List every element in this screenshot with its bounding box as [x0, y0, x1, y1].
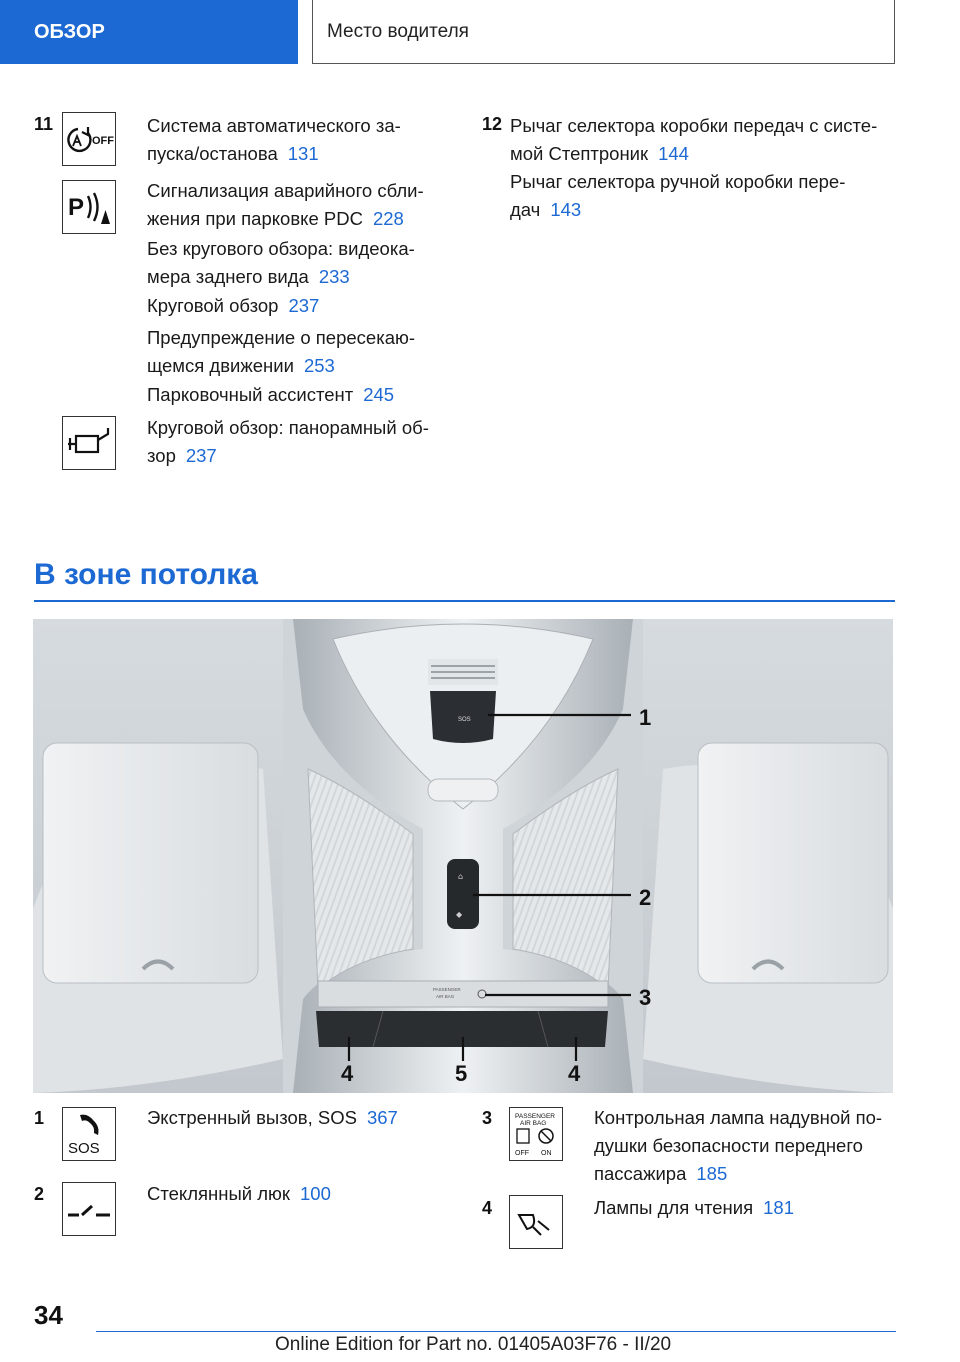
airbag-icon-line-1: PASSENGER — [515, 1113, 555, 1120]
item-11-parking-assistant: Парковочный ассистент 245 — [147, 384, 395, 405]
svg-text:◆: ◆ — [456, 910, 463, 919]
page-ref-link[interactable]: 185 — [696, 1163, 728, 1184]
passenger-airbag-icon — [509, 1107, 563, 1161]
auto-start-stop-off-icon — [62, 112, 116, 166]
page-ref-link[interactable]: 233 — [318, 266, 350, 287]
section-heading: В зоне потолка — [34, 558, 258, 591]
sunroof-icon — [62, 1182, 116, 1236]
legend-number-2: 2 — [34, 1184, 45, 1204]
callout-3: 3 — [639, 985, 652, 1010]
panorama-camera-icon — [62, 416, 116, 470]
legend-item-reading-lamps: Лампы для чтения 181 — [594, 1197, 794, 1218]
item-11-cross-traffic: Предупреждение о пересекаю- щемся движении 253 — [147, 327, 416, 376]
page-ref-link[interactable]: 100 — [300, 1183, 331, 1204]
footer-rule — [96, 1331, 896, 1332]
section-tab-label: ОБЗОР — [34, 20, 105, 43]
section-tab[interactable] — [0, 0, 298, 64]
callout-5: 5 — [455, 1061, 468, 1086]
item-11-rear-camera: Без кругового обзора: видеока- мера заднего вида 233 — [147, 238, 415, 287]
passenger-airbag-indicator-text-2: AIR BAG — [436, 994, 455, 999]
callout-1: 1 — [639, 705, 652, 730]
callout-4-left: 4 — [341, 1061, 354, 1086]
item-12-manual: Рычаг селектора ручной коробки пере- дач 143 — [510, 171, 846, 220]
item-11-start-stop: Система автоматического за- пуска/останова 131 — [147, 115, 401, 164]
item-11-panorama: Круговой обзор: панорамный об- зор 237 — [147, 417, 429, 466]
svg-text:⌂: ⌂ — [458, 872, 464, 881]
page-ref-link[interactable]: 253 — [303, 355, 335, 376]
page-ref-link[interactable]: 228 — [372, 208, 404, 229]
airbag-icon-line-2: AIR BAG — [520, 1120, 547, 1127]
item-number-12: 12 — [482, 114, 503, 134]
airbag-icon-on: ON — [541, 1150, 552, 1157]
page-ref-link[interactable]: 143 — [550, 199, 582, 220]
item-11-surround-view: Круговой обзор 237 — [147, 295, 320, 316]
sos-button-label: SOS — [458, 717, 471, 723]
page-ref-link[interactable]: 237 — [185, 445, 217, 466]
sos-call-icon — [62, 1107, 116, 1161]
legend-item-sos: Экстренный вызов, SOS 367 — [147, 1107, 398, 1128]
legend-item-airbag: Контрольная лампа надувной по- душки безопасности переднего пассажира 185 — [594, 1107, 883, 1184]
page-header-title: Место водителя — [327, 20, 469, 42]
footer-edition: Online Edition for Part no. 01405A03F76 - II/20 — [275, 1334, 672, 1355]
section-rule — [34, 600, 895, 602]
page-ref-link[interactable]: 181 — [763, 1197, 794, 1218]
legend-number-1: 1 — [34, 1108, 45, 1128]
airbag-icon-off: OFF — [515, 1150, 529, 1157]
page-header — [312, 0, 895, 64]
item-11-pdc: Сигнализация аварийного сбли- жения при парковке PDC 228 — [147, 180, 424, 229]
item-number-11: 11 — [34, 114, 54, 134]
svg-text:OFF: OFF — [92, 135, 114, 147]
legend-item-sunroof: Стеклянный люк 100 — [147, 1183, 331, 1204]
reading-lamp-icon — [509, 1195, 563, 1249]
page-number: 34 — [34, 1300, 63, 1330]
sos-icon-label: SOS — [68, 1140, 100, 1157]
page-ref-link[interactable]: 131 — [287, 143, 319, 164]
item-12-steptronic: Рычаг селектора коробки передач с систе- мой Стептроник 144 — [510, 115, 878, 164]
legend-number-3: 3 — [482, 1108, 493, 1128]
ceiling-console-illustration — [33, 619, 893, 1093]
passenger-airbag-indicator-text: PASSENGER — [433, 987, 461, 992]
page-ref-link[interactable]: 237 — [288, 295, 320, 316]
page-ref-link[interactable]: 245 — [363, 384, 395, 405]
legend-number-4: 4 — [482, 1198, 493, 1218]
callout-4-right: 4 — [568, 1061, 581, 1086]
svg-text:P: P — [68, 194, 85, 221]
page-ref-link[interactable]: 367 — [366, 1107, 398, 1128]
park-distance-control-icon — [62, 180, 116, 234]
page-ref-link[interactable]: 144 — [658, 143, 689, 164]
callout-2: 2 — [639, 885, 652, 910]
